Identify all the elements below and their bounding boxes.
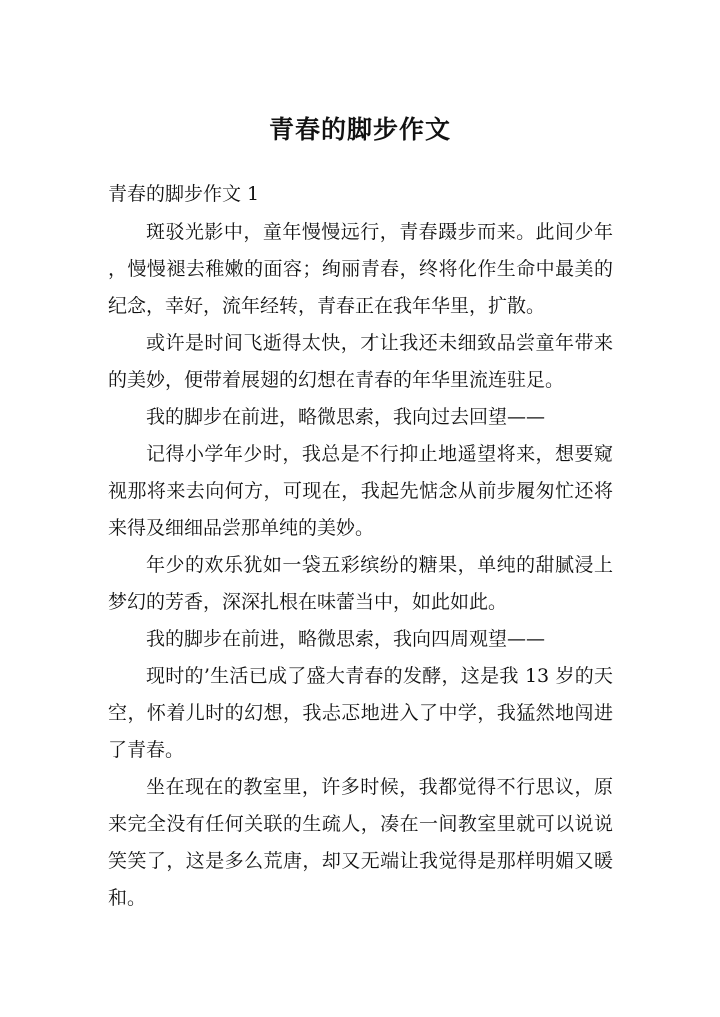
document-body [108, 176, 613, 917]
paragraph-3: 我的脚步在前进，略微思索，我向过去回望—— [146, 406, 546, 428]
paragraph-7: 现时的’生活已成了盛大青春的发酵，这是我 13 岁的天空，怀着儿时的幻想，我忐忑地进入了中学，我猛然地闯进了青春。 [108, 665, 613, 761]
section-heading: 青春的脚步作文 1 [108, 183, 260, 205]
paragraph-2: 或许是时间飞逝得太快，才让我还未细致品尝童年带来的美妙，便带着展翅的幻想在青春的年华里流连驻足。 [108, 332, 613, 391]
paragraph-8: 坐在现在的教室里，许多时候，我都觉得不行思议，原来完全没有任何关联的生疏人，凑在一间教室里就可以说说笑笑了，这是多么荒唐，却又无端让我觉得是那样明媚又暖和。 [108, 776, 613, 909]
paragraph-5: 年少的欢乐犹如一袋五彩缤纷的糖果，单纯的甜腻浸上梦幻的芳香，深深扎根在味蕾当中，如此如此。 [108, 554, 613, 613]
paragraph-1: 斑驳光影中，童年慢慢远行，青春蹑步而来。此间少年，慢慢褪去稚嫩的面容；绚丽青春，终将化作生命中最美的纪念，幸好，流年经转，青春正在我年华里，扩散。 [108, 221, 613, 317]
paragraph-6: 我的脚步在前进，略微思索，我向四周观望—— [146, 628, 546, 650]
paragraph-4: 记得小学年少时，我总是不行抑止地遥望将来，想要窥视那将来去向何方，可现在，我起先惦念从前步履匆忙还将来得及细细品尝那单纯的美妙。 [108, 443, 613, 539]
document-title: 青春的脚步作文 [268, 115, 451, 144]
